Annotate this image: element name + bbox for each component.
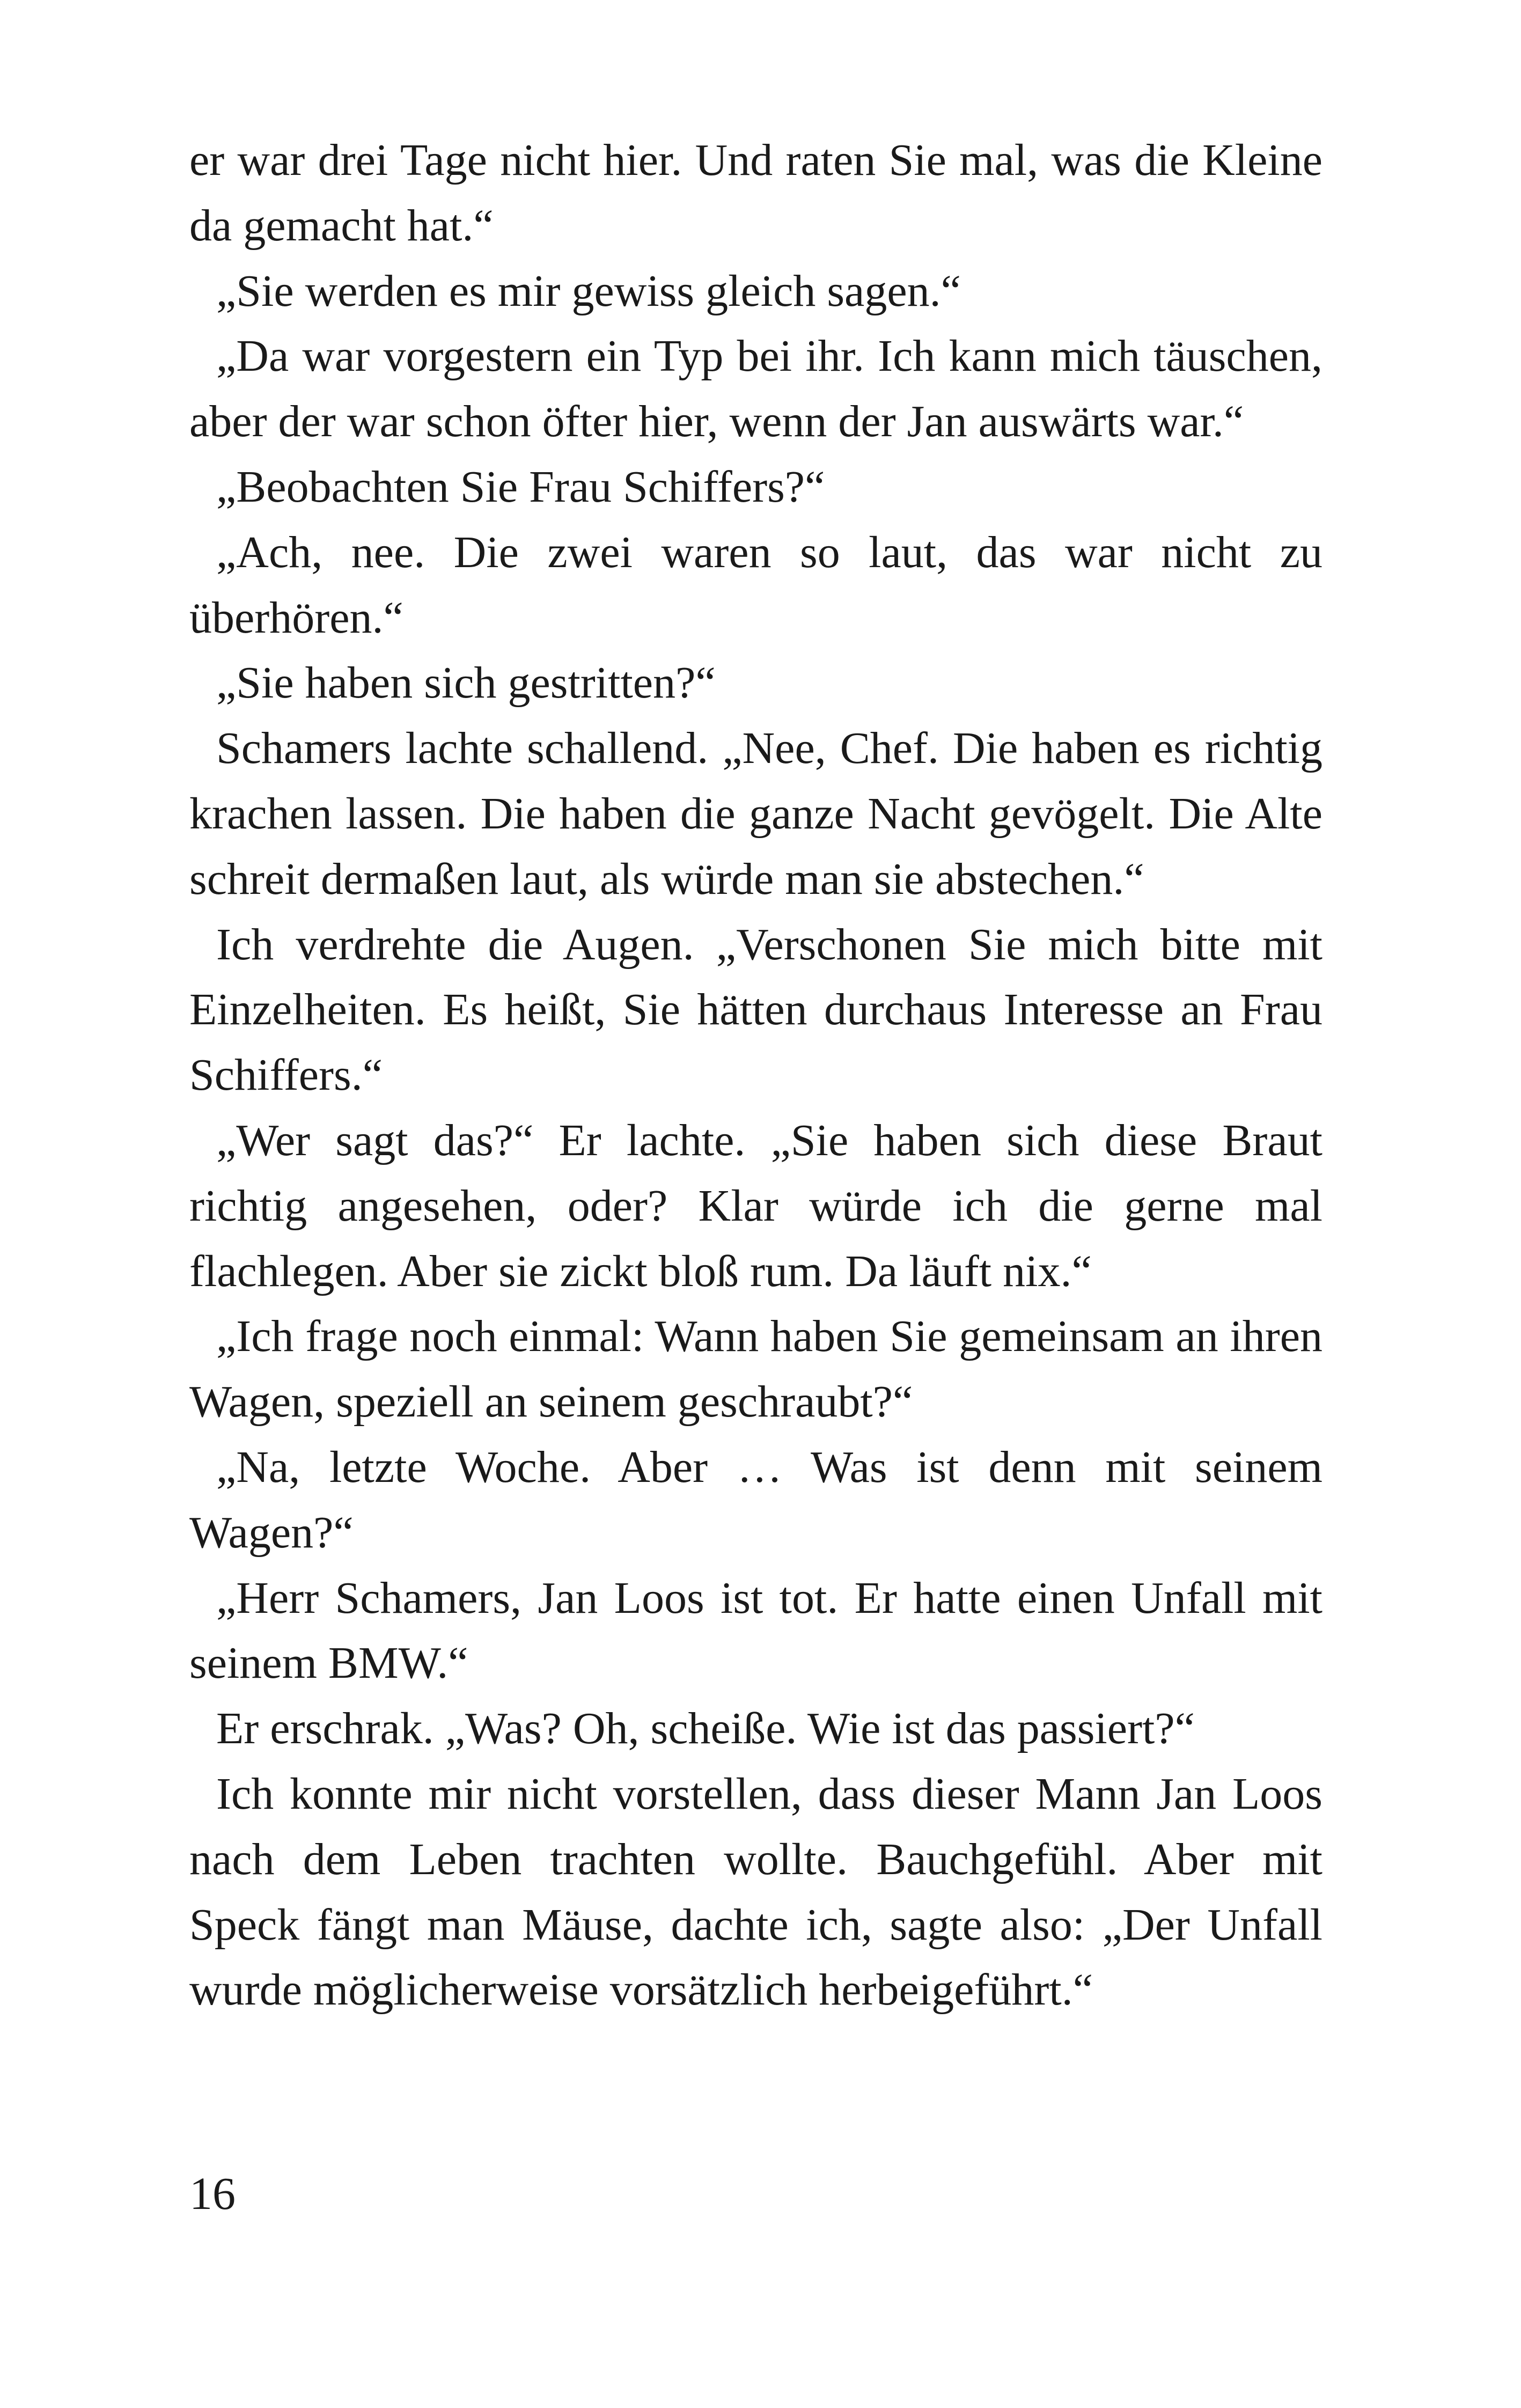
- body-text: [189, 128, 1322, 2023]
- paragraph-5: „Ach, nee. Die zwei waren so laut, das war nicht zu überhören.“: [189, 527, 1322, 643]
- paragraph-11: „Na, letzte Woche. Aber … Was ist denn mit seinem Wagen?“: [189, 1442, 1322, 1558]
- paragraph-13: Er erschrak. „Was? Oh, scheiße. Wie ist das passiert?“: [216, 1704, 1195, 1754]
- paragraph-2: „Sie werden es mir gewiss gleich sagen.“: [216, 266, 961, 316]
- page-number: 16: [189, 2168, 236, 2219]
- paragraph-4: „Beobachten Sie Frau Schiffers?“: [216, 461, 825, 512]
- paragraph-6: „Sie haben sich gestritten?“: [216, 658, 716, 708]
- paragraph-12: „Herr Schamers, Jan Loos ist tot. Er hatte einen Unfall mit seinem BMW.“: [189, 1573, 1322, 1688]
- paragraph-14: Ich konnte mir nicht vorstellen, dass dieser Mann Jan Loos nach dem Leben trachten wollte. Bauchgefühl. Aber mit Speck fängt man Mäuse, dachte ich, sagte also: „Der Unfall wurde möglicherweise vorsätzlich herbeigeführt.“: [189, 1768, 1322, 2015]
- paragraph-7: Schamers lachte schallend. „Nee, Chef. Die haben es richtig krachen lassen. Die haben die ganze Nacht gevögelt. Die Alte schreit dermaßen laut, als würde man sie abstechen.“: [189, 723, 1322, 904]
- paragraph-8: Ich verdrehte die Augen. „Verschonen Sie mich bitte mit Einzelheiten. Es heißt, Sie hätten durchaus Interesse an Frau Schiffers.“: [189, 919, 1322, 1100]
- paragraph-1: er war drei Tage nicht hier. Und raten Sie mal, was die Kleine da gemacht hat.“: [189, 135, 1322, 251]
- paragraph-3: „Da war vorgestern ein Typ bei ihr. Ich kann mich täuschen, aber der war schon öfter hier, wenn der Jan auswärts war.“: [189, 331, 1322, 447]
- paragraph-9: „Wer sagt das?“ Er lachte. „Sie haben sich diese Braut richtig angesehen, oder? Klar würde ich die gerne mal flachlegen. Aber sie zickt bloß rum. Da läuft nix.“: [189, 1115, 1322, 1296]
- paragraph-10: „Ich frage noch einmal: Wann haben Sie gemeinsam an ihren Wagen, speziell an seinem geschraubt?“: [189, 1311, 1322, 1427]
